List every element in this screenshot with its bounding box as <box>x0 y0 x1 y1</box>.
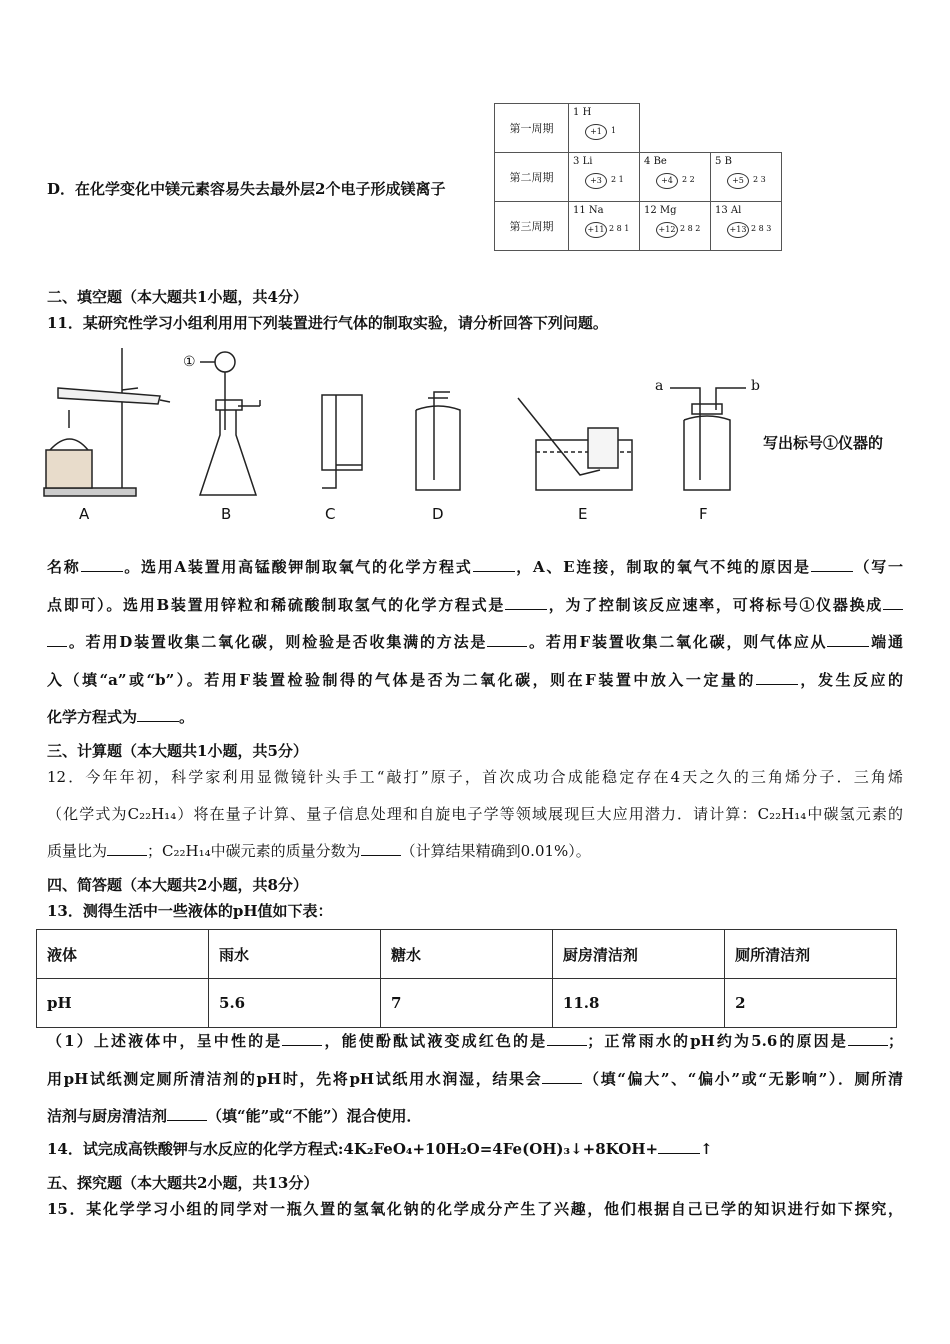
element-cell <box>640 202 711 251</box>
electron-shells: 2 8 2 <box>680 224 701 233</box>
marker-1: ① <box>183 354 196 370</box>
question-11-line: 入（填“a”或“b”）。若用F装置检验制得的气体是否为二氧化碳，则在F装置中放入一定量的 ，发生反应的 <box>47 671 903 689</box>
question-11-line: 。若用D装置收集二氧化碳，则检验是否收集满的方法是 。若用F装置收集二氧化碳，则气体应从 端通 <box>47 631 903 652</box>
electron-shells: 2 1 <box>611 175 624 184</box>
question-13-line: 用pH试纸测定厕所清洁剂的pH时，先将pH试纸用水润湿，结果会 （填“偏大”、“偏小”或“无影响”）．厕所清 <box>47 1070 903 1088</box>
table-cell: 液体 <box>37 930 209 979</box>
answer-blank[interactable] <box>361 842 401 857</box>
question-11-side: 写出标号①仪器的 <box>763 434 884 452</box>
nucleus-charge: +4 <box>656 173 678 189</box>
apparatus-label: B <box>221 505 232 523</box>
atomic-number: 4 <box>644 156 651 167</box>
apparatus-d <box>416 392 460 490</box>
element-symbol: H <box>582 107 592 118</box>
section-heading: 三、计算题（本大题共1小题，共5分） <box>47 742 308 760</box>
answer-blank[interactable] <box>848 1032 888 1047</box>
atomic-number: 3 <box>573 156 580 167</box>
apparatus-c <box>322 395 362 488</box>
answer-blank[interactable] <box>542 1070 582 1085</box>
apparatus-label: A <box>79 505 90 523</box>
table-cell: 5.6 <box>209 979 381 1028</box>
period-label: 第二周期 <box>495 153 569 202</box>
question-11: 11．某研究性学习小组利用用下列装置进行气体的制取实验，请分析回答下列问题。 <box>47 314 608 332</box>
element-symbol: Li <box>582 156 593 167</box>
table-cell: 7 <box>381 979 553 1028</box>
table-cell: 11.8 <box>552 979 724 1028</box>
question-13-line: （1）上述液体中，呈中性的是 ，能使酚酞试液变成红色的是 ；正常雨水的pH约为5.6的原因是 ； <box>47 1032 903 1050</box>
question-11-line: 点即可）。选用B装置用锌粒和稀硫酸制取氢气的化学方程式是 ，为了控制该反应速率，可将标号①仪器换成 <box>47 594 903 615</box>
element-cell <box>569 202 640 251</box>
question-12-line: 12．今年年初，科学家利用显微镜针头手工“敲打”原子，首次成功合成能稳定存在4天之久的三角烯分子．三角烯 <box>47 768 903 786</box>
table-cell: 厕所清洁剂 <box>725 930 897 979</box>
periodic-table <box>494 103 782 251</box>
element-cell <box>569 153 640 202</box>
apparatus-label: D <box>432 505 444 523</box>
apparatus-e <box>518 398 632 490</box>
answer-blank[interactable] <box>505 596 547 611</box>
nucleus-charge: +12 <box>656 222 678 238</box>
answer-blank[interactable] <box>167 1107 207 1122</box>
nucleus-charge: +13 <box>727 222 749 238</box>
electron-shells: 2 2 <box>682 175 695 184</box>
answer-blank[interactable] <box>756 671 798 686</box>
table-cell: 糖水 <box>381 930 553 979</box>
answer-blank[interactable] <box>81 558 123 573</box>
question-12-line: 质量比为 ；C₂₂H₁₄中碳元素的质量分数为 （计算结果精确到0.01%）。 <box>47 842 591 860</box>
atomic-number: 13 <box>715 205 728 216</box>
question-11-line: 名称 。选用A装置用高锰酸钾制取氧气的化学方程式 ，A、E连接，制取的氧气不纯的原因是 （写一 <box>47 558 904 576</box>
element-symbol: Al <box>730 205 742 216</box>
port-a-label: a <box>655 378 664 394</box>
electron-shells: 1 <box>611 126 617 135</box>
table-cell: 雨水 <box>209 930 381 979</box>
ph-table <box>36 929 897 1028</box>
apparatus-a <box>44 348 170 496</box>
question-13: 13．测得生活中一些液体的pH值如下表： <box>47 902 333 920</box>
question-14: 14．试完成高铁酸钾与水反应的化学方程式:4K₂FeO₄+10H₂O=4Fe(OH)₃↓+8KOH+ ↑ <box>47 1140 713 1158</box>
atomic-number: 5 <box>715 156 722 167</box>
question-11-line: 化学方程式为 。 <box>47 708 195 726</box>
question-15: 15．某化学学习小组的同学对一瓶久置的氢氧化钠的化学成分产生了兴趣，他们根据自己已学的知识进行如下探究， <box>47 1200 903 1218</box>
electron-shells: 2 8 3 <box>751 224 772 233</box>
nucleus-charge: +1 <box>585 124 607 140</box>
electron-shells: 2 8 1 <box>609 224 630 233</box>
section-heading: 二、填空题（本大题共1小题，共4分） <box>47 288 308 306</box>
apparatus-label: F <box>699 505 708 523</box>
section-heading: 四、简答题（本大题共2小题，共8分） <box>47 876 308 894</box>
table-row <box>37 979 897 1028</box>
answer-blank[interactable] <box>473 558 515 573</box>
apparatus-b <box>200 352 260 495</box>
answer-blank[interactable] <box>547 1032 587 1047</box>
element-cell <box>711 153 782 202</box>
answer-blank[interactable] <box>47 633 67 648</box>
apparatus-f <box>670 388 746 490</box>
section-heading: 五、探究题（本大题共2小题，共13分） <box>47 1174 319 1192</box>
answer-blank[interactable] <box>487 633 527 648</box>
element-symbol: Mg <box>659 205 677 216</box>
question-12-line: （化学式为C₂₂H₁₄）将在量子计算、量子信息处理和自旋电子学等领域展现巨大应用潜力．请计算：C₂₂H₁₄中碳氢元素的 <box>47 805 903 823</box>
atomic-number: 11 <box>573 205 586 216</box>
table-row <box>37 930 897 979</box>
answer-blank[interactable] <box>883 596 903 611</box>
answer-blank[interactable] <box>658 1140 700 1155</box>
element-symbol: Be <box>653 156 667 167</box>
apparatus-diagram <box>40 340 760 540</box>
option-d: D．在化学变化中镁元素容易失去最外层2个电子形成镁离子 <box>47 180 446 198</box>
port-b-label: b <box>751 378 760 394</box>
atomic-number: 1 <box>573 107 580 118</box>
period-label: 第一周期 <box>495 104 569 153</box>
question-13-line: 洁剂与厨房清洁剂 （填“能”或“不能”）混合使用． <box>47 1107 422 1125</box>
answer-blank[interactable] <box>811 558 853 573</box>
element-symbol: Na <box>588 205 604 216</box>
atomic-number: 12 <box>644 205 657 216</box>
table-cell: 厨房清洁剂 <box>552 930 724 979</box>
period-label: 第三周期 <box>495 202 569 251</box>
nucleus-charge: +11 <box>585 222 607 238</box>
apparatus-label: C <box>325 505 336 523</box>
table-cell: 2 <box>725 979 897 1028</box>
element-cell <box>711 202 782 251</box>
answer-blank[interactable] <box>827 633 869 648</box>
element-cell <box>640 153 711 202</box>
element-cell <box>569 104 640 153</box>
apparatus-label: E <box>578 505 588 523</box>
table-cell: pH <box>37 979 209 1028</box>
answer-blank[interactable] <box>107 842 147 857</box>
answer-blank[interactable] <box>282 1032 322 1047</box>
nucleus-charge: +3 <box>585 173 607 189</box>
element-symbol: B <box>724 156 732 167</box>
nucleus-charge: +5 <box>727 173 749 189</box>
electron-shells: 2 3 <box>753 175 766 184</box>
answer-blank[interactable] <box>137 708 179 723</box>
